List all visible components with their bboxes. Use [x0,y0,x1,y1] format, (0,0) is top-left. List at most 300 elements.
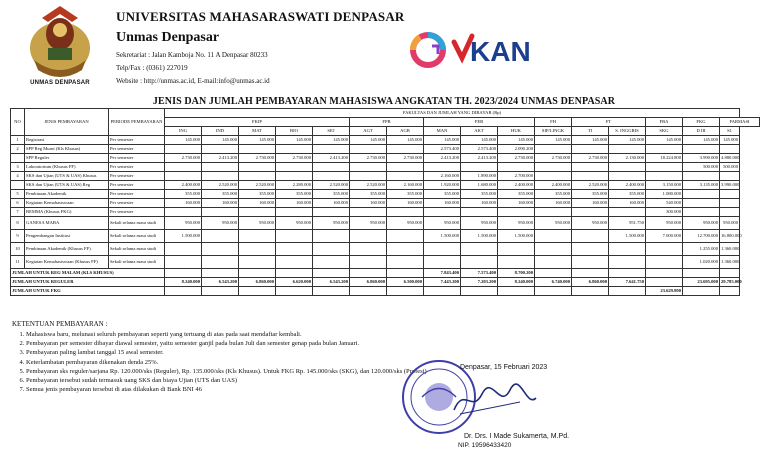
amount-cell: 1.020.000 [683,256,720,269]
amount-cell [683,199,720,208]
amount-cell [572,208,609,217]
amount-cell [387,145,424,154]
amount-cell: 3.990.000 [683,154,720,163]
amount-cell: 145.000 [165,136,202,145]
total-amount [646,269,683,278]
signing-date: Denpasar, 15 Februari 2023 [460,364,548,371]
amount-cell: 1.500.000 [424,230,461,243]
amount-cell: 1.500.000 [609,230,646,243]
row-number: 10 [11,243,25,256]
amount-cell: 950.000 [572,217,609,230]
amount-cell: 2.573.400 [424,145,461,154]
amount-cell: 145.000 [424,136,461,145]
amount-cell: 500.000 [720,163,740,172]
amount-cell: 355.000 [609,190,646,199]
amount-cell: 2.280.000 [276,181,313,190]
amount-cell [387,172,424,181]
payment-type: SPP Reg Murni (Kls Khusus) [25,145,109,154]
total-amount [683,269,720,278]
row-number: 1 [11,136,25,145]
total-amount: 8.700.200 [498,269,535,278]
total-row [11,278,760,287]
amount-cell [609,145,646,154]
provision-item: 5. Pembayaran sks reguler/sarjana Rp. 120.000/sks (Reguler), Rp. 135.000/sks (Kls Khusus). Untuk FKG Rp. 145.000/sks (SKG), dan 120.000/sks (Profesi) [26,367,427,376]
payment-period: Sekali selama masa studi [109,217,165,230]
amount-cell [683,172,720,181]
amount-cell: 2.730.000 [276,154,313,163]
total-amount: 7.641.750 [609,278,646,287]
amount-cell [646,172,683,181]
total-amount [572,287,609,296]
amount-cell [461,243,498,256]
amount-cell: 160.000 [239,199,276,208]
table-row [11,230,760,243]
amount-cell: 1.255.000 [683,243,720,256]
table-row [11,208,760,217]
row-number: 9 [11,230,25,243]
amount-cell [609,208,646,217]
payment-type: Pembinaan Akademik (Khusus FF) [25,243,109,256]
amount-cell: 160.000 [387,199,424,208]
amount-cell: 2.700.000 [498,172,535,181]
amount-cell: 2.573.400 [461,145,498,154]
amount-cell [646,145,683,154]
amount-cell: 950.000 [165,217,202,230]
total-amount [720,287,740,296]
total-amount [646,278,683,287]
amount-cell [350,145,387,154]
amount-cell [683,145,720,154]
amount-cell: 950.000 [424,217,461,230]
amount-cell: 160.000 [276,199,313,208]
amount-cell [239,145,276,154]
program-header: D III [683,127,720,136]
amount-cell [239,243,276,256]
total-amount: 6.860.000 [239,278,276,287]
amount-cell: 2.413.200 [202,154,239,163]
amount-cell: 1.680.000 [461,181,498,190]
header-jenis: JENIS PEMBAYARAN [25,109,109,136]
amount-cell [720,172,740,181]
program-header: SKG [646,127,683,136]
amount-cell [239,172,276,181]
row-number [11,181,25,190]
program-header: IND [202,127,239,136]
amount-cell: 160.000 [498,199,535,208]
amount-cell [165,145,202,154]
table-row [11,163,760,172]
amount-cell [646,243,683,256]
amount-cell: 2.160.000 [424,172,461,181]
amount-cell: 2.730.000 [350,154,387,163]
row-number: 2 [11,145,25,154]
amount-cell [387,243,424,256]
kan-logo-text: KAN [470,36,531,67]
amount-cell [572,145,609,154]
program-header: AGT [350,127,387,136]
amount-cell: 160.000 [424,199,461,208]
amount-cell [239,208,276,217]
amount-cell: 145.000 [350,136,387,145]
amount-cell: 3.150.000 [646,181,683,190]
amount-cell: 2.730.000 [387,154,424,163]
university-logo-icon [22,4,98,80]
amount-cell: 300.000 [646,208,683,217]
amount-cell [720,145,740,154]
table-row [11,217,760,230]
amount-cell [350,172,387,181]
logo-caption: UNMAS DENPASAR [30,80,90,86]
payment-type: Kegiatan Kemahasiswaan (Khusus FF) [25,256,109,269]
total-amount: 8.240.000 [498,278,535,287]
signatory-name: Dr. Drs. I Made Sukamerta, M.Pd. [464,433,570,440]
amount-cell: 145.000 [609,136,646,145]
amount-cell: 145.000 [572,136,609,145]
faculty-header: FKG [683,118,720,127]
amount-cell [535,145,572,154]
amount-cell: 160.000 [609,199,646,208]
amount-cell [609,172,646,181]
letterhead [0,0,768,94]
total-amount [350,269,387,278]
payment-type: SKS dan Ujian (UTS & UAS) Khusus [25,172,109,181]
amount-cell: 2.090.200 [498,145,535,154]
amount-cell [276,172,313,181]
amount-cell: 2.520.000 [202,181,239,190]
amount-cell: 500.000 [683,163,720,172]
amount-cell: 160.000 [202,199,239,208]
amount-cell [720,190,740,199]
amount-cell: 950.000 [535,217,572,230]
total-amount [498,287,535,296]
amount-cell: 2.730.000 [535,154,572,163]
amount-cell: 160.000 [461,199,498,208]
total-row [11,269,760,278]
amount-cell: 160.000 [350,199,387,208]
row-number: 7 [11,208,25,217]
amount-cell: 3.990.000 [720,181,740,190]
payment-period: Per semester [109,172,165,181]
payment-type: BEMMA (Khusus FKG) [25,208,109,217]
amount-cell: 18.224.800 [646,154,683,163]
payment-period: Per semester [109,199,165,208]
amount-cell [572,163,609,172]
amount-cell [387,208,424,217]
amount-cell [350,208,387,217]
amount-cell [461,163,498,172]
amount-cell: 2.520.000 [239,181,276,190]
amount-cell [165,243,202,256]
handwritten-signature-icon [450,380,540,420]
amount-cell: 16.800.000 [720,230,740,243]
amount-cell [461,208,498,217]
amount-cell: 145.000 [276,136,313,145]
amount-cell [276,208,313,217]
amount-cell [202,172,239,181]
total-amount: 6.500.000 [387,278,424,287]
total-amount [276,269,313,278]
amount-cell: 2.400.000 [609,181,646,190]
total-amount: 6.543.200 [313,278,350,287]
provision-item: 4. Keterlambatan pembayaran dikenakan denda 25%. [26,358,427,367]
amount-cell [535,172,572,181]
total-amount: 29.785.000 [720,278,740,287]
payment-type: Kegiatan Kemahasiswaan [25,199,109,208]
amount-cell [313,243,350,256]
amount-cell [165,163,202,172]
kan-logo-icon [410,30,562,70]
total-amount [313,269,350,278]
amount-cell [720,199,740,208]
amount-cell: 355.000 [350,190,387,199]
amount-cell [646,163,683,172]
amount-cell: 2.413.200 [424,154,461,163]
provision-item: 6. Pembayaran tersebut sudah termasuk uang SKS dan biaya Ujian (UTS dan UAS) [26,376,427,385]
row-number: 4 [11,172,25,181]
amount-cell: 12.700.000 [683,230,720,243]
amount-cell: 145.000 [461,136,498,145]
payment-period: Per semester [109,163,165,172]
amount-cell: 2.413.200 [461,154,498,163]
amount-cell: 1.890.000 [461,172,498,181]
amount-cell [498,243,535,256]
amount-cell [350,256,387,269]
amount-cell: 7.000.000 [646,230,683,243]
total-amount [720,269,740,278]
total-amount [165,287,202,296]
amount-cell [239,256,276,269]
total-amount [535,287,572,296]
amount-cell: 1.080.000 [646,190,683,199]
table-row [11,181,760,190]
amount-cell [202,256,239,269]
payment-period: Per semester [109,190,165,199]
total-label: JUMLAH UNTUK REG MALAM (KLS KHUSUS) [11,269,165,278]
amount-cell: 4.880.000 [720,154,740,163]
amount-cell [202,163,239,172]
amount-cell [572,172,609,181]
amount-cell: 540.000 [646,199,683,208]
amount-cell [535,256,572,269]
amount-cell [498,208,535,217]
row-number: 11 [11,256,25,269]
amount-cell: 950.000 [720,217,740,230]
amount-cell [276,230,313,243]
amount-cell: 2.730.000 [165,154,202,163]
total-amount [350,287,387,296]
total-amount [239,287,276,296]
university-name: UNIVERSITAS MAHASARASWATI DENPASAR [116,9,405,24]
row-number: 8 [11,217,25,230]
amount-cell: 145.000 [387,136,424,145]
faculty-header: FEB [424,118,535,127]
amount-cell: 2.130.000 [609,154,646,163]
amount-cell: 950.000 [313,217,350,230]
payment-type: Pembinaan Akademik [25,190,109,199]
amount-cell: 2.160.000 [387,181,424,190]
amount-cell: 1.500.000 [165,230,202,243]
total-label: JUMLAH UNTUK REGULER [11,278,165,287]
total-amount [387,287,424,296]
amount-cell: 160.000 [165,199,202,208]
amount-cell [609,243,646,256]
payment-type: GANESA MABA [25,217,109,230]
faculty-header: FPB [350,118,424,127]
amount-cell [572,243,609,256]
amount-cell: 145.000 [683,136,720,145]
amount-cell: 355.000 [424,190,461,199]
total-amount [461,287,498,296]
total-amount: 7.443.200 [424,278,461,287]
amount-cell [572,230,609,243]
payment-period: Per semester [109,154,165,163]
program-header: AGB [387,127,424,136]
amount-cell: 1.360.000 [720,243,740,256]
program-header: AKT [461,127,498,136]
amount-cell [165,172,202,181]
amount-cell: 2.400.000 [498,181,535,190]
total-amount [239,269,276,278]
amount-cell [350,163,387,172]
amount-cell [202,208,239,217]
amount-cell [424,256,461,269]
amount-cell: 355.000 [165,190,202,199]
amount-cell: 1.920.000 [424,181,461,190]
program-header: TI [572,127,609,136]
amount-cell [461,256,498,269]
total-amount: 6.543.200 [202,278,239,287]
amount-cell: 951.750 [609,217,646,230]
amount-cell [535,163,572,172]
total-amount [609,269,646,278]
payment-period: Per semester [109,181,165,190]
program-header: SEJ [313,127,350,136]
amount-cell: 950.000 [239,217,276,230]
payment-period: Per semester [109,145,165,154]
row-number [11,154,25,163]
program-header: MAN [424,127,461,136]
total-row [11,287,760,296]
website-line: Website : http://unmas.ac.id, E-mail:info@unmas.ac.id [116,77,270,85]
total-amount: 6.620.000 [276,278,313,287]
total-amount: 23.695.000 [683,278,720,287]
amount-cell: 355.000 [313,190,350,199]
table-row [11,243,760,256]
amount-cell [313,208,350,217]
amount-cell [350,230,387,243]
provision-item: 2. Pembayaran per semester dibayar diawal semester, yaitu semester ganjil pada bulan Juli dan semester genap pada bulan Januari. [26,339,427,348]
header-periode: PERIODE PEMBAYARAN [109,109,165,136]
amount-cell: 160.000 [572,199,609,208]
amount-cell [313,230,350,243]
amount-cell: 1.360.000 [720,256,740,269]
amount-cell: 2.730.000 [239,154,276,163]
amount-cell [683,208,720,217]
amount-cell: 355.000 [387,190,424,199]
total-amount: 8.240.000 [165,278,202,287]
payment-type: Pengembangan Institusi [25,230,109,243]
amount-cell [276,163,313,172]
faculty-header: FT [572,118,646,127]
amount-cell: 145.000 [202,136,239,145]
amount-cell: 2.400.000 [535,181,572,190]
fee-table [10,108,760,296]
amount-cell [202,230,239,243]
total-amount [609,287,646,296]
amount-cell [387,163,424,172]
amount-cell [276,145,313,154]
amount-cell: 2.520.000 [350,181,387,190]
total-amount: 7.573.400 [461,269,498,278]
amount-cell: 950.000 [646,217,683,230]
amount-cell: 3.135.000 [683,181,720,190]
payment-type: Laboratorium (Khusus FF) [25,163,109,172]
table-row [11,172,760,181]
amount-cell [646,256,683,269]
amount-cell [535,243,572,256]
faculty-header: FBA [646,118,683,127]
payment-period: Per semester [109,136,165,145]
university-short-name: Unmas Denpasar [116,30,220,45]
row-number: 6 [11,199,25,208]
total-amount: 6.860.000 [572,278,609,287]
amount-cell: 950.000 [461,217,498,230]
table-row [11,256,760,269]
faculty-header: FH [535,118,572,127]
amount-cell [165,256,202,269]
amount-cell [313,172,350,181]
amount-cell [239,230,276,243]
total-amount [202,269,239,278]
amount-cell [239,163,276,172]
amount-cell: 2.520.000 [313,181,350,190]
amount-cell: 160.000 [313,199,350,208]
amount-cell [424,208,461,217]
total-label: JUMLAH UNTUK FKG [11,287,165,296]
amount-cell: 355.000 [461,190,498,199]
payment-type: Registrasi [25,136,109,145]
amount-cell: 2.400.000 [165,181,202,190]
amount-cell [165,208,202,217]
amount-cell: 145.000 [498,136,535,145]
table-row [11,145,760,154]
payment-provisions [12,320,427,394]
amount-cell: 2.730.000 [498,154,535,163]
payment-period: Sekali selama masa studi [109,256,165,269]
provision-item: 7. Semua jenis pembayaran tersebut di atas dilakukan di Bank BNI 46 [26,385,427,394]
amount-cell: 145.000 [239,136,276,145]
row-number: 3 [11,163,25,172]
address-line: Sekretariat : Jalan Kamboja No. 11 A Denpasar 80233 [116,51,268,59]
total-amount [683,287,720,296]
total-amount: 6.740.000 [535,278,572,287]
total-amount [202,287,239,296]
amount-cell: 145.000 [535,136,572,145]
amount-cell [535,208,572,217]
amount-cell: 145.000 [720,136,740,145]
amount-cell: 145.000 [646,136,683,145]
total-amount [535,269,572,278]
table-row [11,136,760,145]
program-header: SIP/LINGK [535,127,572,136]
provision-item: 3. Pembayaran paling lambat tanggal 15 awal semester. [26,348,427,357]
program-header: HUK [498,127,535,136]
amount-cell [202,145,239,154]
total-amount: 23.629.800 [646,287,683,296]
amount-cell: 950.000 [350,217,387,230]
amount-cell [683,190,720,199]
provisions-title: KETENTUAN PEMBAYARAN : [12,320,108,328]
